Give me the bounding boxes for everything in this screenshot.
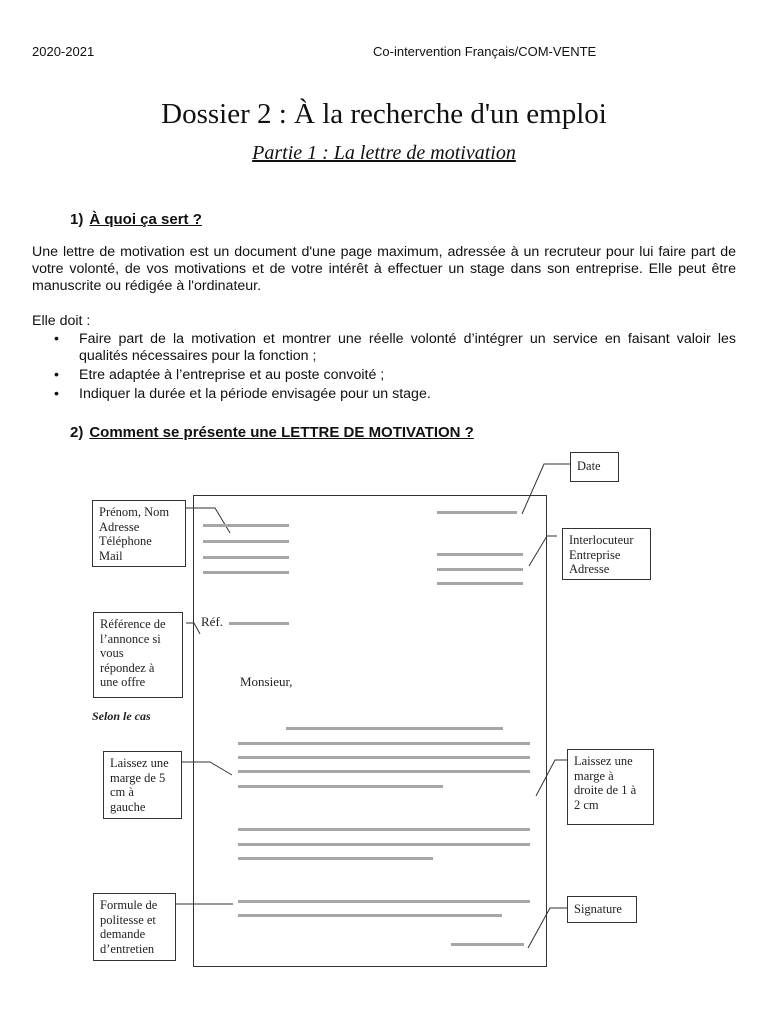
label-sender-line: Adresse — [99, 519, 140, 534]
label-reference-line: une offre — [100, 675, 146, 689]
header-year: 2020-2021 — [32, 44, 95, 59]
letter-greeting: Monsieur, — [240, 674, 293, 689]
section1-intro: Elle doit : — [32, 313, 91, 329]
label-right-margin-line: 2 cm — [574, 797, 599, 812]
bullet-icon: • — [54, 367, 59, 383]
section1-title: À quoi ça sert ? — [89, 211, 202, 228]
label-closing-line: demande — [100, 927, 146, 941]
closing-line — [238, 914, 502, 917]
label-left-margin-line: gauche — [110, 799, 146, 814]
label-date-text: Date — [577, 459, 601, 473]
label-closing-line: Formule de — [100, 898, 158, 912]
body-line — [238, 785, 443, 788]
label-left-margin — [103, 751, 182, 819]
body-line — [238, 770, 530, 773]
label-recipient-line: Entreprise — [569, 547, 621, 562]
label-right-margin-line: marge à — [574, 768, 614, 783]
bullet-icon: • — [54, 386, 59, 402]
recipient-line — [437, 582, 523, 585]
letter-page — [193, 495, 547, 967]
sender-line — [203, 524, 289, 527]
date-line — [437, 511, 517, 514]
label-date — [570, 452, 619, 482]
label-recipient-line: Adresse — [569, 562, 610, 576]
section1-paragraph: Une lettre de motivation est un document d'une page maximum, adressée à un recruteur pour lui faire part de votre volonté, de vos motivations et de votre intérêt à effectuer un stage dans son entreprise. Elle peut être manuscrite ou rédigée à l'ordinateur. — [32, 244, 736, 294]
recipient-line — [437, 568, 523, 571]
section1-number: 1) — [70, 211, 84, 228]
ref-line — [229, 622, 289, 625]
label-recipient-line: Interlocuteur — [569, 533, 634, 547]
label-closing-line: politesse et — [100, 912, 156, 927]
label-right-margin — [567, 749, 654, 825]
label-reference-line: l’annonce si — [100, 631, 161, 646]
section2-title-prefix: Comment se présente une — [89, 424, 282, 441]
label-sender-line: Téléphone — [99, 534, 152, 548]
list-item-text: Faire part de la motivation et montrer une réelle volonté d’intégrer un service en faisant valoir les qualités nécessaires pour la fonction ; — [79, 331, 736, 364]
page-subtitle: Partie 1 : La lettre de motivation — [252, 142, 516, 164]
label-signature — [567, 896, 637, 923]
section2-title-emph: LETTRE DE MOTIVATION ? — [281, 424, 474, 441]
label-reference-line: vous — [100, 646, 124, 660]
section2-number: 2) — [70, 424, 84, 441]
sender-line — [203, 556, 289, 559]
list-item-text: Indiquer la durée et la période envisagée pour un stage. — [79, 386, 431, 402]
label-closing — [93, 893, 176, 961]
label-left-margin-line: cm à — [110, 785, 134, 799]
body-line — [238, 756, 530, 759]
label-reference-line: répondez à — [100, 660, 155, 675]
label-left-margin-line: marge de 5 — [110, 770, 166, 785]
label-recipient — [562, 528, 651, 580]
body-line — [238, 843, 530, 846]
label-selon-le-cas: Selon le cas — [92, 709, 151, 723]
label-right-margin-line: droite de 1 à — [574, 783, 637, 797]
sender-line — [203, 540, 289, 543]
label-signature-text: Signature — [574, 902, 622, 916]
body-line — [286, 727, 503, 730]
list-item-text: Etre adaptée à l’entreprise et au poste convoité ; — [79, 367, 385, 383]
bullet-icon: • — [54, 331, 59, 347]
sender-line — [203, 571, 289, 574]
label-sender-line: Mail — [99, 548, 123, 563]
body-line — [238, 828, 530, 831]
label-right-margin-line: Laissez une — [574, 754, 633, 768]
label-reference-line: Référence de — [100, 617, 166, 631]
page-title: Dossier 2 : À la recherche d'un emploi — [161, 98, 607, 130]
signature-line — [451, 943, 524, 946]
label-closing-line: d’entretien — [100, 941, 155, 956]
label-reference — [93, 612, 183, 698]
closing-line — [238, 900, 530, 903]
body-line — [238, 742, 530, 745]
label-sender-line: Prénom, Nom — [99, 505, 170, 519]
recipient-line — [437, 553, 523, 556]
header-course: Co-intervention Français/COM-VENTE — [373, 44, 597, 59]
label-left-margin-line: Laissez une — [110, 756, 169, 770]
body-line — [238, 857, 433, 860]
letter-ref-label: Réf. — [201, 614, 224, 629]
label-sender — [92, 500, 186, 567]
